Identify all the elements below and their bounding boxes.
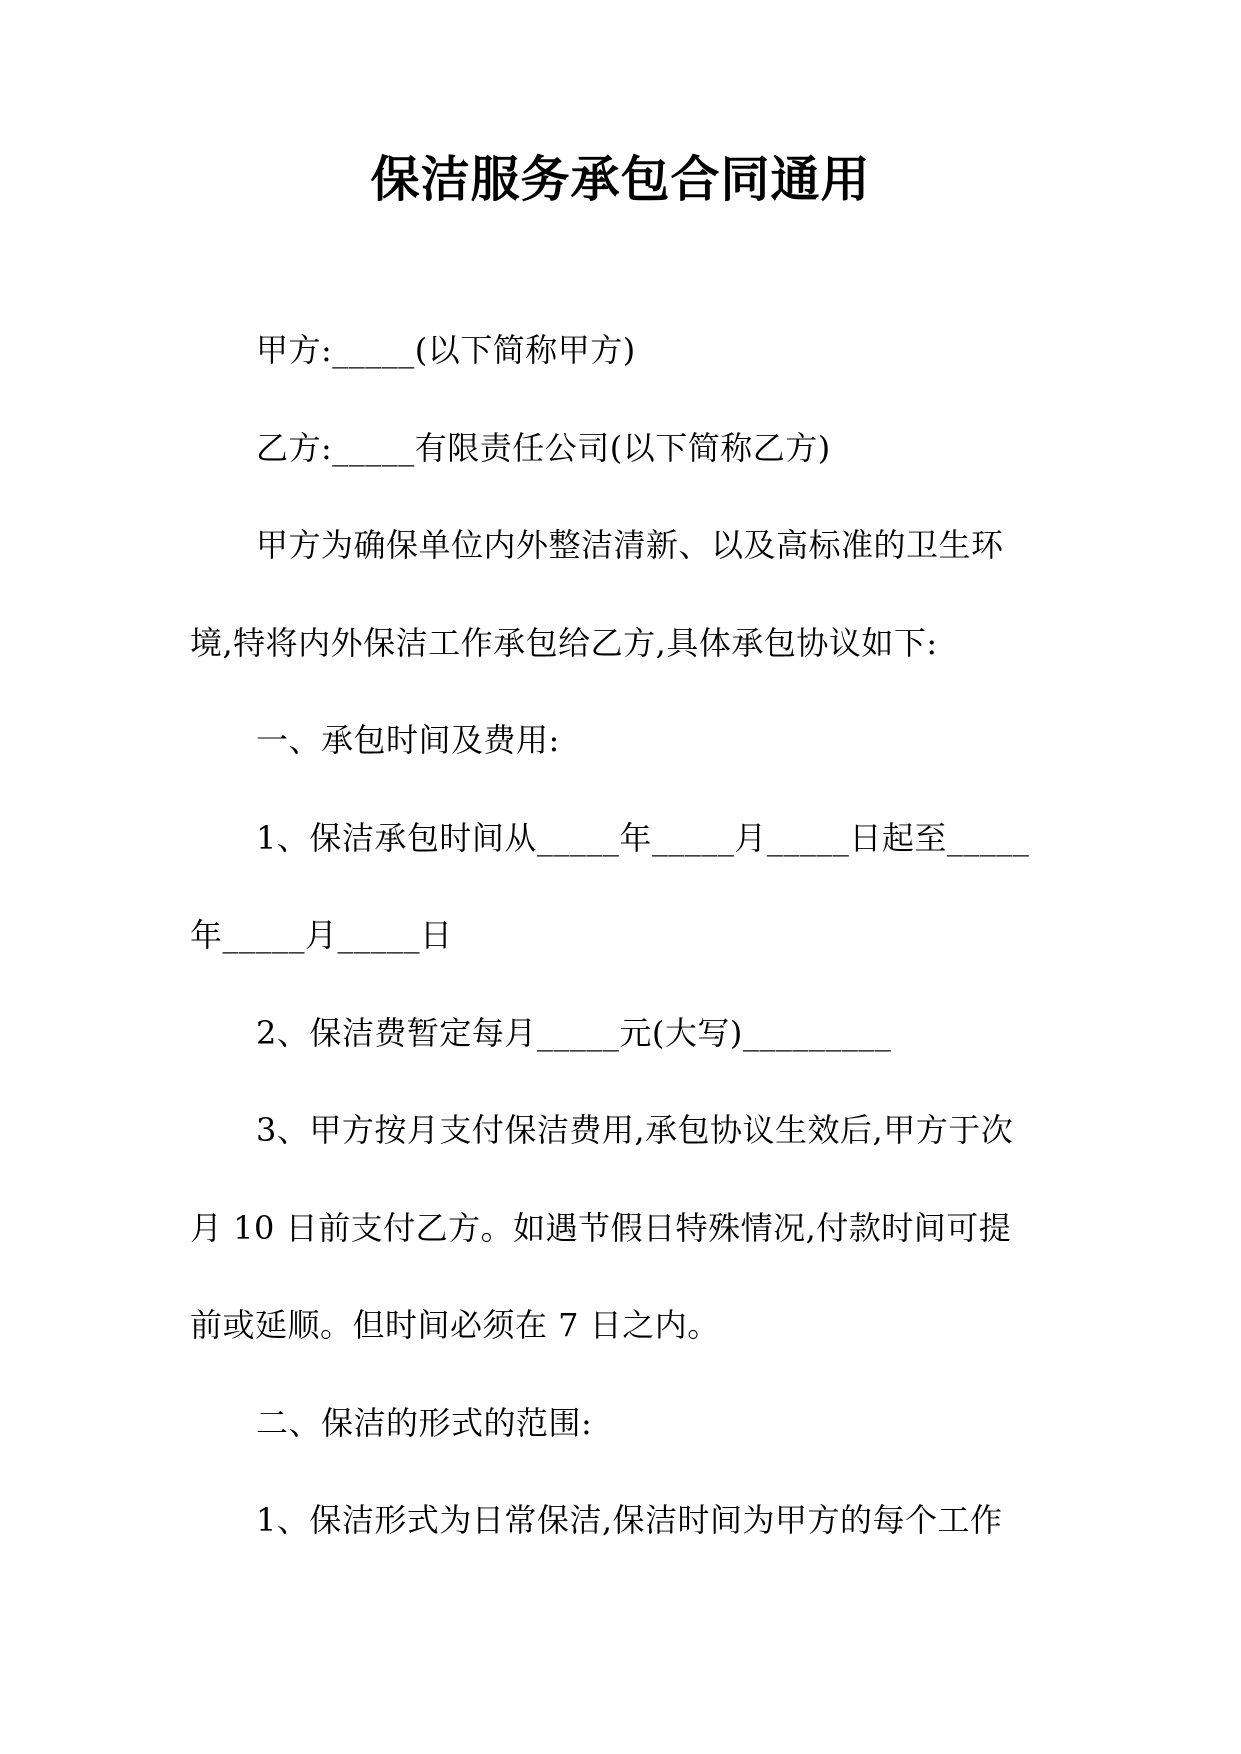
party-a-line: 甲方:_____(以下简称甲方) bbox=[256, 331, 636, 369]
clause-1-1-line-1: 1、保洁承包时间从_____年_____月_____日起至_____ bbox=[256, 818, 1030, 857]
document-body bbox=[190, 302, 1050, 1570]
clause-1-1-line-2: 年_____月_____日 bbox=[190, 916, 453, 954]
clause-1-3-line-1: 3、甲方按月支付保洁费用,承包协议生效后,甲方于次 bbox=[256, 1111, 1014, 1149]
clause-1-2: 2、保洁费暂定每月_____元(大写)_________ bbox=[256, 1013, 892, 1052]
clause-1-3-line-3: 前或延顺。但时间必须在 7 日之内。 bbox=[190, 1306, 720, 1344]
party-b-line: 乙方:_____有限责任公司(以下简称乙方) bbox=[256, 428, 831, 467]
section-heading-1: 一、承包时间及费用: bbox=[256, 721, 560, 759]
document-title: 保洁服务承包合同通用 bbox=[370, 151, 871, 208]
preamble-line-1: 甲方为确保单位内外整洁清新、以及高标准的卫生环 bbox=[256, 526, 1004, 564]
section-heading-2: 二、保洁的形式的范围: bbox=[256, 1403, 593, 1442]
clause-1-3-line-2: 月 10 日前支付乙方。如遇节假日特殊情况,付款时间可提 bbox=[190, 1208, 1012, 1247]
clause-2-1-line-1: 1、保洁形式为日常保洁,保洁时间为甲方的每个工作 bbox=[256, 1501, 1003, 1539]
preamble-line-2: 境,特将内外保洁工作承包给乙方,具体承包协议如下: bbox=[190, 623, 938, 662]
